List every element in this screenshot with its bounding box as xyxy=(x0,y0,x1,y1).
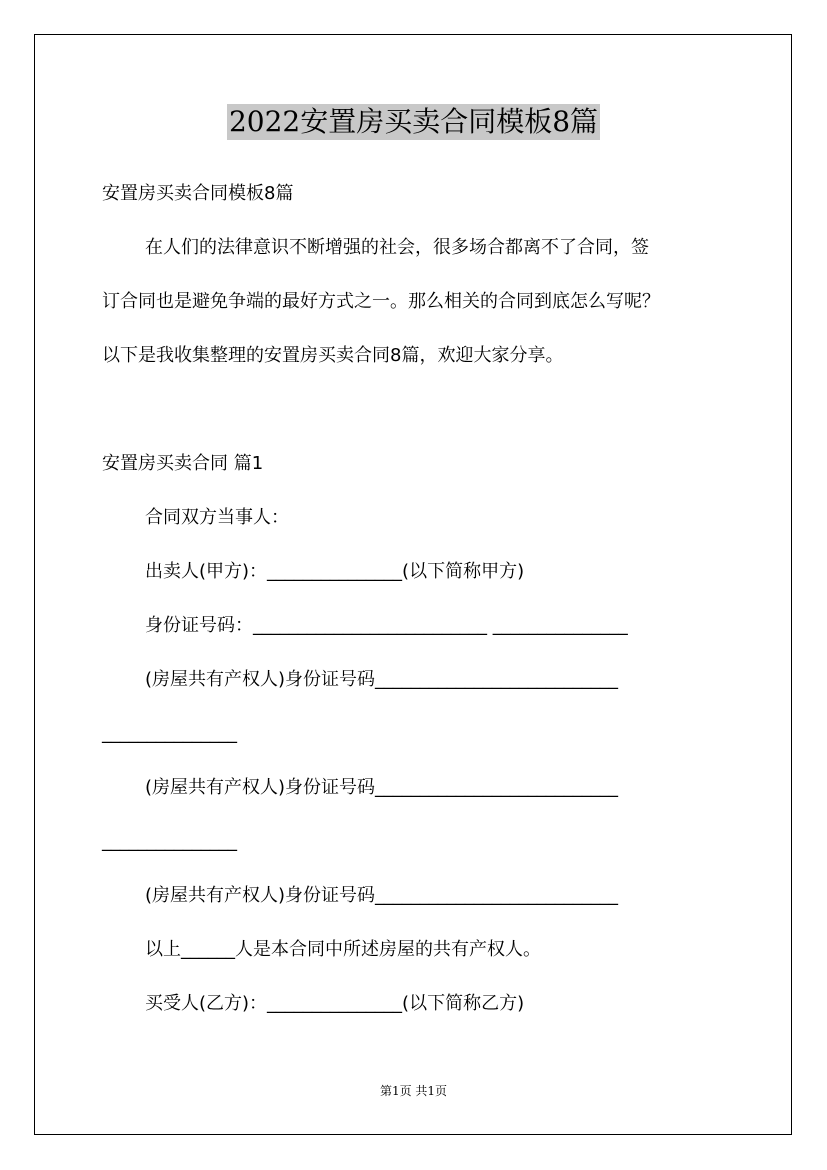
seller-line: 出卖人(甲方)：_______________(以下简称甲方) xyxy=(145,561,525,582)
parties-line: 合同双方当事人： xyxy=(145,507,289,528)
id-number-line: 身份证号码：__________________________ _______________ xyxy=(145,615,628,636)
intro-line-3: 以下是我收集整理的安置房买卖合同8篇，欢迎大家分享。 xyxy=(102,345,564,366)
co-owner-line-1: (房屋共有产权人)身份证号码___________________________ xyxy=(145,669,619,690)
section-heading: 安置房买卖合同 篇1 xyxy=(102,453,264,474)
document-subtitle: 安置房买卖合同模板8篇 xyxy=(102,183,294,204)
co-owner-line-3: (房屋共有产权人)身份证号码___________________________ xyxy=(145,885,619,906)
document-title: 2022安置房买卖合同模板8篇 xyxy=(228,105,599,138)
buyer-line: 买受人(乙方)：_______________(以下简称乙方) xyxy=(145,993,525,1014)
intro-line-2: 订合同也是避免争端的最好方式之一。那么相关的合同到底怎么写呢？ xyxy=(102,291,660,312)
intro-line-1: 在人们的法律意识不断增强的社会，很多场合都离不了合同，签 xyxy=(145,237,649,258)
co-owner-line-2: (房屋共有产权人)身份证号码___________________________ xyxy=(145,777,619,798)
co-owner-count-line: 以上______人是本合同中所述房屋的共有产权人。 xyxy=(145,939,541,960)
co-owner-line-1-cont: _______________ xyxy=(102,723,237,744)
title-wrap xyxy=(0,104,827,140)
page-footer: 第1页 共1页 xyxy=(379,1084,448,1098)
co-owner-line-2-cont: _______________ xyxy=(102,831,237,852)
